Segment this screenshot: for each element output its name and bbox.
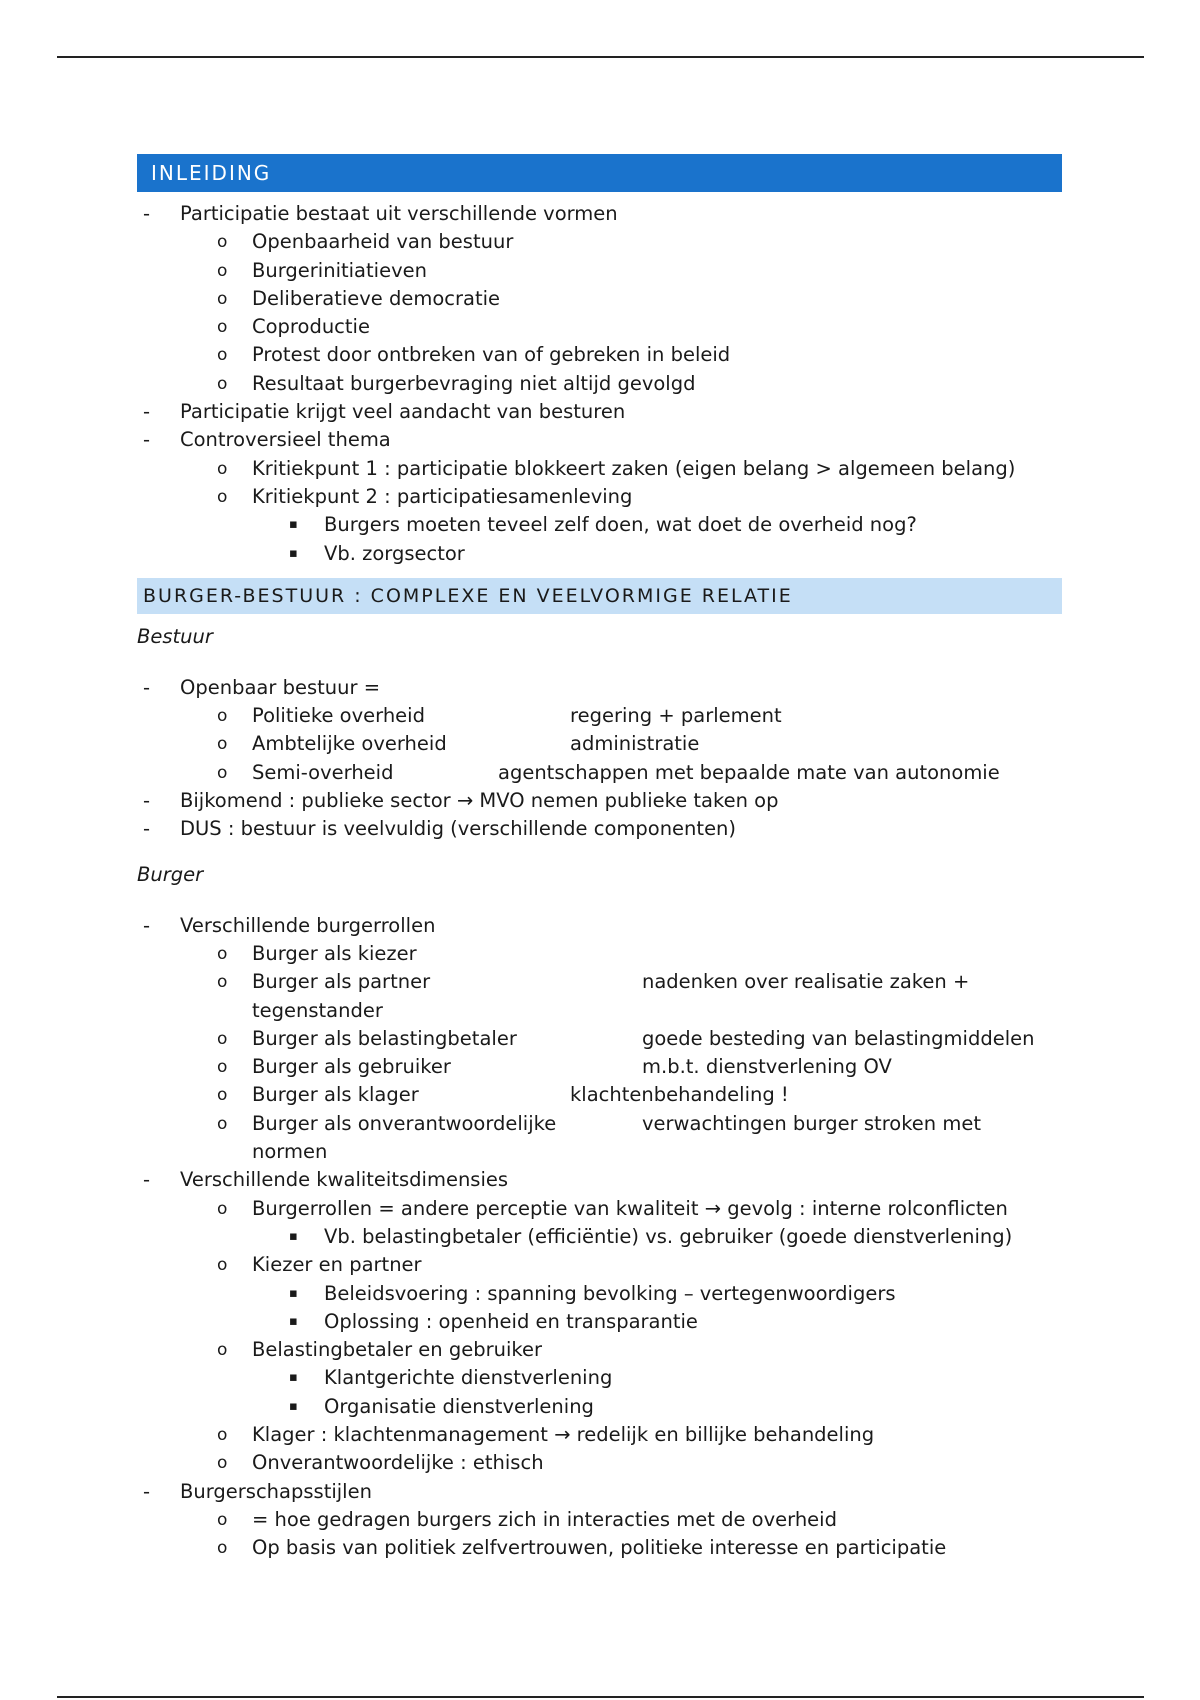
item-description: klachtenbehandeling ! bbox=[570, 1083, 789, 1107]
list-item: o Burgerrollen = andere perceptie van kwaliteit → gevolg : interne rolconflicten bbox=[137, 1195, 1062, 1223]
circle-bullet-icon: o bbox=[217, 1113, 228, 1134]
square-bullet-icon: ▪ bbox=[289, 517, 298, 533]
list-item: o Kritiekpunt 1 : participatie blokkeert zaken (eigen belang > algemeen belang) bbox=[137, 455, 1062, 483]
list-item: - Bijkomend : publieke sector → MVO nemen publieke taken op bbox=[137, 787, 1062, 815]
item-description: regering + parlement bbox=[570, 704, 782, 728]
list-item: ▪ Oplossing : openheid en transparantie bbox=[137, 1308, 1062, 1336]
list-item: o Coproductie bbox=[137, 313, 1062, 341]
list-item: o Openbaarheid van bestuur bbox=[137, 228, 1062, 256]
item-description: nadenken over realisatie zaken + bbox=[642, 970, 970, 994]
list-item: o Kiezer en partner bbox=[137, 1251, 1062, 1279]
circle-bullet-icon: o bbox=[217, 345, 228, 366]
list-item: o Burgerinitiatieven bbox=[137, 257, 1062, 285]
list-item: o = hoe gedragen burgers zich in interacties met de overheid bbox=[137, 1506, 1062, 1534]
item-description: agentschappen met bepaalde mate van autonomie bbox=[498, 760, 1000, 784]
list-item: o Onverantwoordelijke : ethisch bbox=[137, 1449, 1062, 1477]
dash-marker: - bbox=[143, 1168, 151, 1192]
list-item: ▪ Klantgerichte dienstverlening bbox=[137, 1364, 1062, 1392]
dash-marker: - bbox=[143, 789, 151, 813]
list-item: ▪ Beleidsvoering : spanning bevolking – vertegenwoordigers bbox=[137, 1280, 1062, 1308]
footer-rule bbox=[57, 1696, 1144, 1698]
circle-bullet-icon: o bbox=[217, 706, 228, 727]
list-item: o Op basis van politiek zelfvertrouwen, politieke interesse en participatie bbox=[137, 1534, 1062, 1562]
circle-bullet-icon: o bbox=[217, 317, 228, 338]
list-item: o Klager : klachtenmanagement → redelijk en billijke behandeling bbox=[137, 1421, 1062, 1449]
list-item: - DUS : bestuur is veelvuldig (verschillende componenten) bbox=[137, 815, 1062, 843]
circle-bullet-icon: o bbox=[217, 486, 228, 507]
circle-bullet-icon: o bbox=[217, 1509, 228, 1530]
dash-marker: - bbox=[143, 428, 151, 452]
document-page bbox=[137, 154, 1062, 1562]
circle-bullet-icon: o bbox=[217, 1057, 228, 1078]
inleiding-list bbox=[137, 200, 1062, 568]
list-item: - Verschillende kwaliteitsdimensies bbox=[137, 1166, 1062, 1194]
list-item: - Participatie krijgt veel aandacht van besturen bbox=[137, 398, 1062, 426]
subheading-burger: Burger bbox=[137, 862, 204, 886]
dash-marker: - bbox=[143, 202, 151, 225]
dash-marker: - bbox=[143, 400, 151, 424]
circle-bullet-icon: o bbox=[217, 1453, 228, 1474]
dash-marker: - bbox=[143, 675, 151, 699]
list-item: ▪ Burgers moeten teveel zelf doen, wat doet de overheid nog? bbox=[137, 511, 1062, 539]
circle-bullet-icon: o bbox=[217, 972, 228, 993]
circle-bullet-icon: o bbox=[217, 1085, 228, 1106]
list-item: o Deliberatieve democratie bbox=[137, 285, 1062, 313]
dash-marker: - bbox=[143, 913, 151, 937]
list-item: o Burger als belastingbetaler goede besteding van belastingmiddelen bbox=[137, 1025, 1062, 1053]
square-bullet-icon: ▪ bbox=[289, 1228, 298, 1244]
list-item: o Belastingbetaler en gebruiker bbox=[137, 1336, 1062, 1364]
square-bullet-icon: ▪ bbox=[289, 1285, 298, 1301]
list-item-continuation: normen bbox=[252, 1140, 328, 1164]
list-item: - Controversieel thema bbox=[137, 426, 1062, 454]
square-bullet-icon: ▪ bbox=[289, 1398, 298, 1414]
section-heading-burger-bestuur: BURGER-BESTUUR : COMPLEXE EN VEELVORMIGE RELATIE bbox=[137, 578, 1062, 614]
list-item: - Openbaar bestuur = bbox=[137, 674, 1062, 702]
item-description: verwachtingen burger stroken met bbox=[642, 1111, 982, 1135]
list-item: o Burger als partner nadenken over realisatie zaken + bbox=[137, 968, 1062, 996]
list-item: o Semi-overheid agentschappen met bepaalde mate van autonomie bbox=[137, 759, 1062, 787]
burger-list bbox=[137, 912, 1062, 1563]
list-item-continuation: tegenstander bbox=[252, 998, 383, 1022]
bestuur-list bbox=[137, 674, 1062, 844]
circle-bullet-icon: o bbox=[217, 373, 228, 394]
circle-bullet-icon: o bbox=[217, 762, 228, 783]
circle-bullet-icon: o bbox=[217, 1028, 228, 1049]
circle-bullet-icon: o bbox=[217, 734, 228, 755]
circle-bullet-icon: o bbox=[217, 458, 228, 479]
circle-bullet-icon: o bbox=[217, 1538, 228, 1559]
list-item: o Burger als onverantwoordelijke verwachtingen burger stroken met bbox=[137, 1110, 1062, 1138]
list-item: ▪ Vb. zorgsector bbox=[137, 540, 1062, 568]
list-item: o Burger als gebruiker m.b.t. dienstverlening OV bbox=[137, 1053, 1062, 1081]
list-item: ▪ Vb. belastingbetaler (efficiëntie) vs. gebruiker (goede dienstverlening) bbox=[137, 1223, 1062, 1251]
list-item: o Politieke overheid regering + parlement bbox=[137, 702, 1062, 730]
circle-bullet-icon: o bbox=[217, 1424, 228, 1445]
list-item: - Verschillende burgerrollen bbox=[137, 912, 1062, 940]
list-item: ▪ Organisatie dienstverlening bbox=[137, 1393, 1062, 1421]
circle-bullet-icon: o bbox=[217, 943, 228, 964]
circle-bullet-icon: o bbox=[217, 1340, 228, 1361]
list-item: o Resultaat burgerbevraging niet altijd gevolgd bbox=[137, 370, 1062, 398]
circle-bullet-icon: o bbox=[217, 260, 228, 281]
square-bullet-icon: ▪ bbox=[289, 1313, 298, 1329]
square-bullet-icon: ▪ bbox=[289, 1370, 298, 1386]
list-item: o Ambtelijke overheid administratie bbox=[137, 730, 1062, 758]
list-item: o Burger als klager klachtenbehandeling ! bbox=[137, 1081, 1062, 1109]
section-heading-inleiding: INLEIDING bbox=[137, 154, 1062, 192]
circle-bullet-icon: o bbox=[217, 288, 228, 309]
circle-bullet-icon: o bbox=[217, 1198, 228, 1219]
list-item: - Participatie bestaat uit verschillende vormen bbox=[137, 200, 1062, 228]
list-item: o Kritiekpunt 2 : participatiesamenleving bbox=[137, 483, 1062, 511]
header-rule bbox=[57, 56, 1144, 58]
item-description: m.b.t. dienstverlening OV bbox=[642, 1055, 892, 1079]
list-item: o Protest door ontbreken van of gebreken in beleid bbox=[137, 341, 1062, 369]
circle-bullet-icon: o bbox=[217, 1255, 228, 1276]
subheading-bestuur: Bestuur bbox=[137, 624, 213, 648]
dash-marker: - bbox=[143, 817, 151, 841]
circle-bullet-icon: o bbox=[217, 232, 228, 253]
item-description: goede besteding van belastingmiddelen bbox=[642, 1026, 1035, 1050]
dash-marker: - bbox=[143, 1479, 151, 1503]
square-bullet-icon: ▪ bbox=[289, 545, 298, 561]
item-description: administratie bbox=[570, 732, 700, 756]
list-item: - Burgerschapsstijlen bbox=[137, 1478, 1062, 1506]
list-item: o Burger als kiezer bbox=[137, 940, 1062, 968]
